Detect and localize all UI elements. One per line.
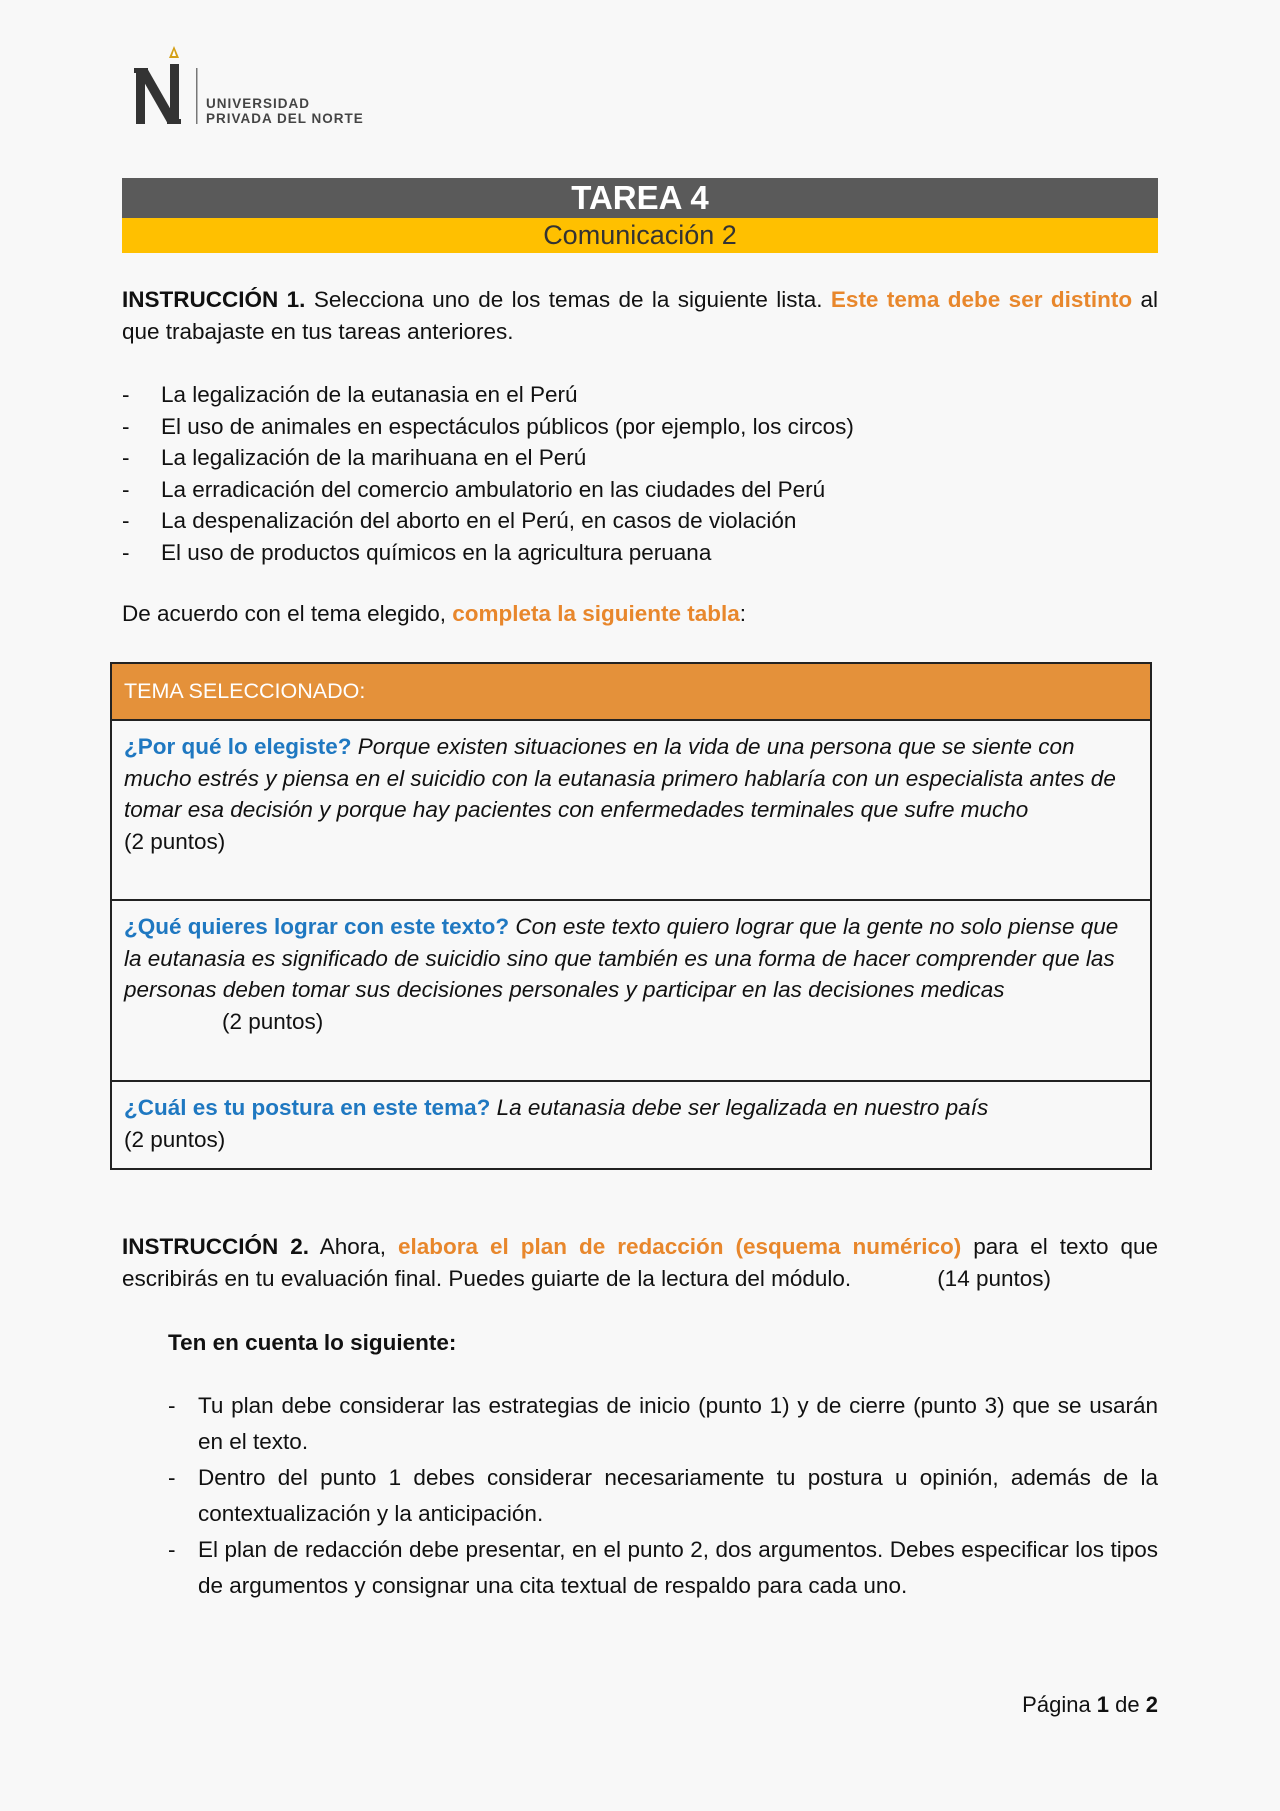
logo-line-2: PRIVADA DEL NORTE (206, 111, 364, 126)
row-question: ¿Qué quieres lograr con este texto? (124, 914, 510, 939)
instruction-1-highlight: Este tema debe ser distinto (830, 287, 1133, 312)
list-item (168, 1388, 1158, 1460)
requirements-list (168, 1388, 1158, 1604)
page-of: de (1109, 1692, 1146, 1717)
table-intro-text-a: De acuerdo con el tema elegido, (122, 601, 453, 626)
row-points: (2 puntos) (124, 828, 226, 854)
logo-line-1: UNIVERSIDAD (206, 96, 311, 111)
requirement-text: Dentro del punto 1 debes considerar necesariamente tu postura u opinión, además de la contextualización y la anticipación. (198, 1465, 1158, 1526)
instruction-2 (122, 1231, 1158, 1294)
list-item (168, 1532, 1158, 1604)
page-label: Página (1022, 1692, 1097, 1717)
instruction-2-text-a: Ahora, (309, 1234, 398, 1259)
topic-text: La legalización de la eutanasia en el Perú (161, 382, 578, 407)
dash-marker: - (122, 539, 130, 565)
dash-marker: - (168, 1537, 176, 1562)
list-item (122, 379, 854, 411)
instruction-1-text-a: Selecciona uno de los temas de la siguiente lista. (305, 287, 831, 312)
list-item (122, 505, 854, 537)
instruction-1 (122, 284, 1158, 347)
dash-marker: - (122, 508, 130, 533)
list-item (122, 442, 854, 474)
instruction-1-label: INSTRUCCIÓN 1. (122, 287, 306, 312)
instruction-2-points: (14 puntos) (937, 1265, 1052, 1291)
topic-text: El uso de animales en espectáculos públicos (por ejemplo, los circos) (161, 413, 854, 439)
dash-marker: - (122, 476, 130, 502)
topic-table (110, 662, 1152, 1170)
row-answer: Con este texto quiero lograr que la gente no solo piense que la eutanasia es significado de suicidio sino que también es una forma de hacer comprender que las personas deben tomar sus decisiones personales y participar en las decisiones medicas (124, 914, 1119, 1002)
dash-marker: - (122, 413, 130, 439)
table-intro (122, 598, 1158, 630)
row-answer: Porque existen situaciones en la vida de una persona que se siente con mucho estrés y piensa en el suicidio con la eutanasia primero hablaría con un especialista antes de tomar esa decisión y porque hay pacientes con enfermedades terminales que sufre mucho (124, 734, 1116, 822)
current-page: 1 (1096, 1692, 1110, 1717)
requirement-text: El plan de redacción debe presentar, en el punto 2, dos argumentos. Debes especificar los tipos de argumentos y consignar una cita textual de respaldo para cada uno. (198, 1537, 1158, 1598)
dash-marker: - (168, 1465, 176, 1490)
requirement-text: Tu plan debe considerar las estrategias de inicio (punto 1) y de cierre (punto 3) que se usarán en el texto. (198, 1393, 1158, 1454)
list-item (122, 411, 854, 443)
total-pages: 2 (1145, 1692, 1158, 1717)
topic-text: La despenalización del aborto en el Perú, en casos de violación (161, 508, 797, 533)
row-question: ¿Cuál es tu postura en este tema? (124, 1095, 491, 1120)
list-item (122, 537, 854, 569)
topics-list (122, 379, 854, 568)
table-header: TEMA SELECCIONADO: (112, 664, 1150, 721)
table-row (112, 721, 1150, 901)
consider-heading: Ten en cuenta lo siguiente: (168, 1330, 457, 1355)
dash-marker: - (122, 445, 130, 470)
table-row (112, 1082, 1150, 1168)
row-answer: La eutanasia debe ser legalizada en nuestro país (490, 1095, 989, 1120)
dash-marker: - (122, 382, 130, 407)
assignment-title: TAREA 4 (122, 178, 1158, 218)
list-item (168, 1460, 1158, 1532)
row-points: (2 puntos) (124, 1126, 226, 1152)
instruction-2-label: INSTRUCCIÓN 2. (122, 1234, 309, 1259)
table-row (112, 901, 1150, 1082)
row-question: ¿Por qué lo elegiste? (124, 734, 352, 759)
page-number (1022, 1692, 1158, 1718)
table-intro-highlight: completa la siguiente tabla (452, 601, 740, 626)
topic-text: El uso de productos químicos en la agricultura peruana (161, 539, 712, 565)
instruction-2-highlight: elabora el plan de redacción (esquema numérico) (398, 1234, 962, 1259)
row-points: (2 puntos) (222, 1008, 324, 1034)
course-subtitle: Comunicación 2 (122, 218, 1158, 253)
logo-text (206, 96, 364, 126)
instruction-2-text-b: para el texto que escribirás en tu evaluación final. Puedes guiarte de la lectura del módulo. (122, 1234, 1159, 1291)
table-intro-text-b: : (739, 601, 747, 626)
list-item (122, 474, 854, 506)
topic-text: La legalización de la marihuana en el Perú (161, 445, 587, 470)
topic-text: La erradicación del comercio ambulatorio en las ciudades del Perú (161, 476, 826, 502)
dash-marker: - (168, 1393, 176, 1418)
instruction-1-text-b: al que trabajaste en tus tareas anteriores. (122, 287, 1159, 344)
